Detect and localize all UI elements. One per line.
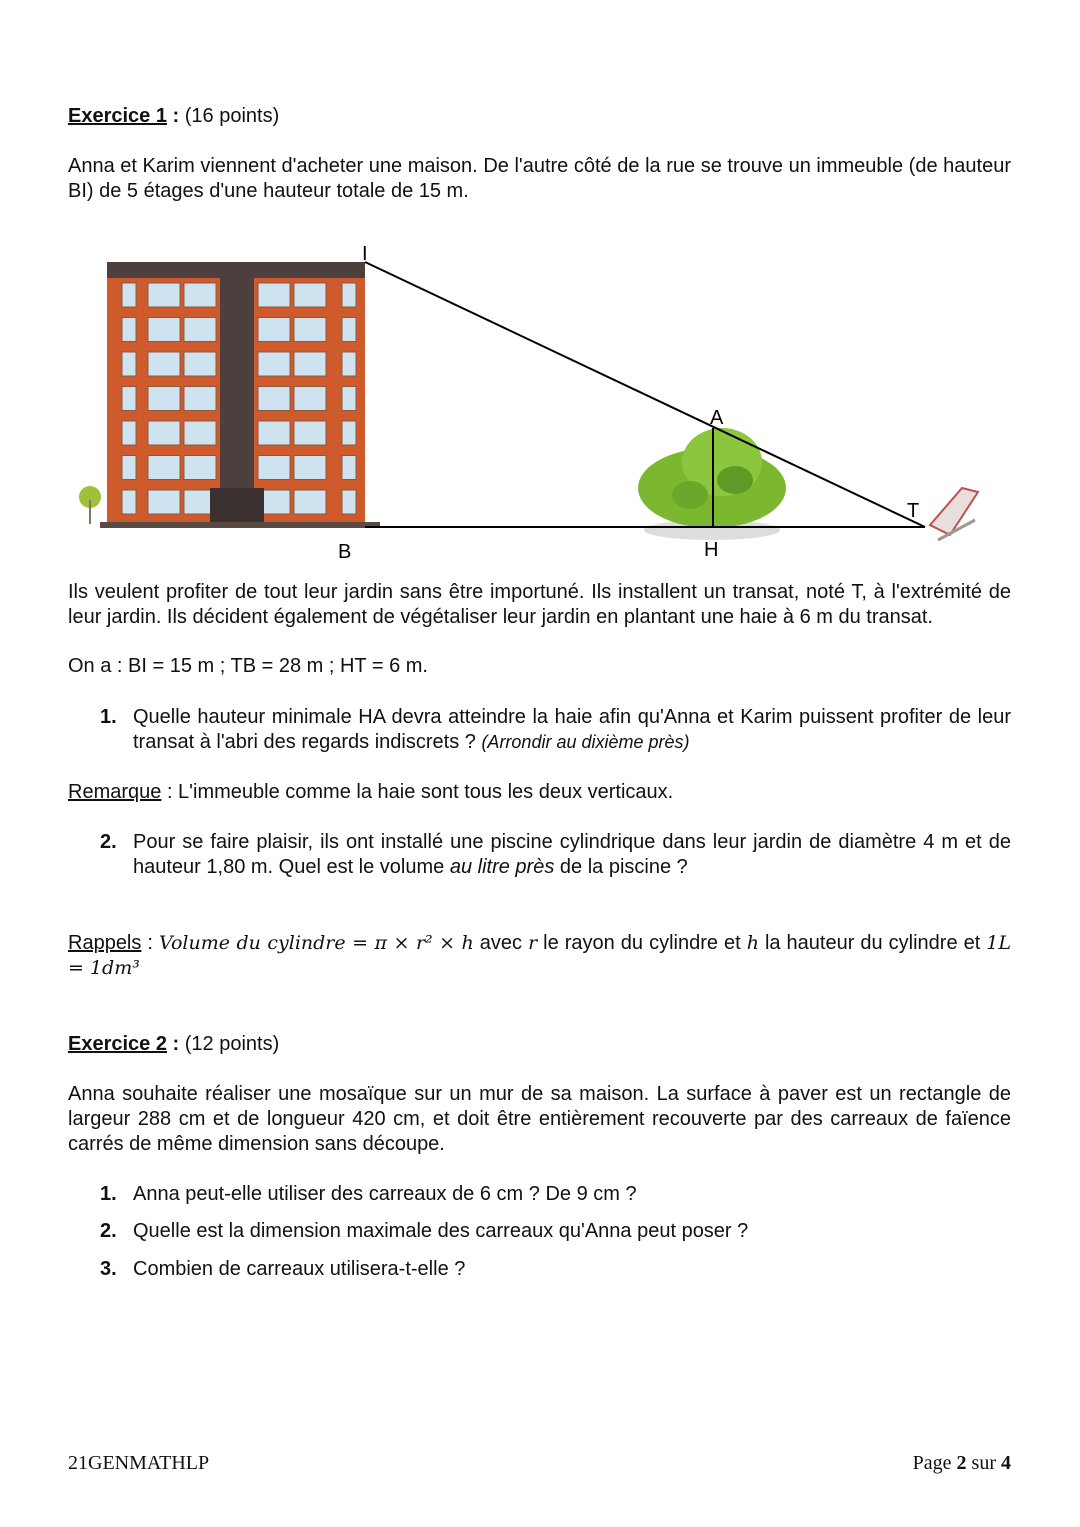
page-number [913,1452,1011,1475]
exercise-1-context: Ils veulent profiter de tout leur jardin sans être importuné. Ils installent un transat, noté T, à l'extrémité de leur jardin. Ils décident également de végétaliser leur jardin en plantant une haie à 6 m du transat. [68,581,1011,628]
window [122,352,136,376]
window [148,456,180,480]
question-2 [100,830,1011,880]
window [294,421,326,445]
window [258,421,290,445]
window [294,283,326,307]
text: le rayon du cylindre et [537,932,747,954]
window [294,387,326,411]
q-text: Anna peut-elle utiliser des carreaux de 6 cm ? De 9 cm ? [133,1183,637,1205]
window [184,421,216,445]
window [184,318,216,342]
colon: : [141,932,159,954]
window [342,387,356,411]
window [294,456,326,480]
window [258,456,290,480]
window [148,421,180,445]
q-text: Pour se faire plaisir, ils ont installé une piscine cylindrique dans leur jardin de diamètre 4 m et de hauteur 1,80 m. Quel est le volume [133,831,1011,878]
exercise-2-heading [68,1032,1011,1057]
points: (12 points) [184,1033,280,1055]
window [148,352,180,376]
window [294,352,326,376]
current-page: 2 [956,1452,967,1474]
window [122,456,136,480]
q-num: 3. [100,1258,117,1280]
var-h: h [746,932,759,954]
q-num: 1. [100,1183,117,1205]
q-note: (Arrondir au dixième près) [481,732,690,752]
t: Page [912,1452,957,1474]
question-1 [100,705,1011,755]
window [342,421,356,445]
text: avec [473,932,529,954]
reminders [68,931,1011,981]
reminder-label: Rappels [68,932,142,954]
window [294,490,326,514]
window [122,490,136,514]
footer-code: 21GENMATHLP [68,1452,210,1474]
question-list-item [100,1219,1011,1244]
exercise-1-intro: Anna et Karim viennent d'acheter une maison. De l'autre côté de la rue se trouve un immeuble (de hauteur BI) de 5 étages d'une hauteur totale de 15 m. [68,155,1011,202]
var-r: r [528,932,538,954]
remark-label: Remarque [68,781,162,803]
window [122,387,136,411]
label-H: H [704,539,719,561]
window [342,490,356,514]
remark [68,780,1011,805]
q-num: 2. [100,1220,117,1242]
exercise-2-intro: Anna souhaite réaliser une mosaïque sur un mur de sa maison. La surface à paver est un rectangle de largeur 288 cm et de longueur 420 cm, et doit être entièrement recouverte par des carreaux de faïence carrés de même dimension sans découpe. [68,1083,1011,1155]
window [258,387,290,411]
q-text: Quelle hauteur minimale HA devra atteindre la haie afin qu'Anna et Karim puissent profiter de leur transat à l'abri des regards indiscrets ? [133,706,1011,753]
text: la hauteur du cylindre et [758,932,987,954]
sep: : [166,105,180,127]
q-text-end: de la piscine ? [554,856,688,878]
question-list-item [100,1182,1011,1207]
exercise-title: Exercice 2 [68,1033,167,1055]
q-num: 1. [100,706,117,728]
total-pages: 4 [1001,1452,1011,1474]
window [258,352,290,376]
exercise-title: Exercice 1 [68,105,167,127]
geometry-figure [0,0,1080,570]
window [122,283,136,307]
window [184,387,216,411]
q-text: Quelle est la dimension maximale des carreaux qu'Anna peut poser ? [133,1220,749,1242]
window [184,283,216,307]
label-A: A [710,407,724,429]
cylinder-formula: Volume du cylindre = π × r² × h [158,932,474,954]
window [258,283,290,307]
window [148,490,180,514]
window [258,318,290,342]
window [342,283,356,307]
window [342,352,356,376]
window [148,318,180,342]
window [148,387,180,411]
window [184,456,216,480]
label-T: T [907,500,920,522]
window [122,421,136,445]
litre-conversion: 1L = 1dm³ [68,932,1011,979]
window [122,318,136,342]
q-emphasis: au litre près [449,856,555,878]
label-B: B [338,541,352,563]
window [342,456,356,480]
window [184,352,216,376]
sep: : [166,1033,180,1055]
q-num: 2. [100,831,117,853]
building-illustration [79,262,380,528]
window [342,318,356,342]
given-values: On a : BI = 15 m ; TB = 28 m ; HT = 6 m. [68,655,428,677]
window [294,318,326,342]
remark-text: : L'immeuble comme la haie sont tous les deux verticaux. [161,781,674,803]
window [148,283,180,307]
deck-chair-illustration [930,488,978,540]
label-I: I [362,243,368,265]
points: (16 points) [184,105,280,127]
q-text: Combien de carreaux utilisera-t-elle ? [133,1258,466,1280]
question-list-item [100,1257,1011,1282]
t: sur [966,1452,1001,1474]
